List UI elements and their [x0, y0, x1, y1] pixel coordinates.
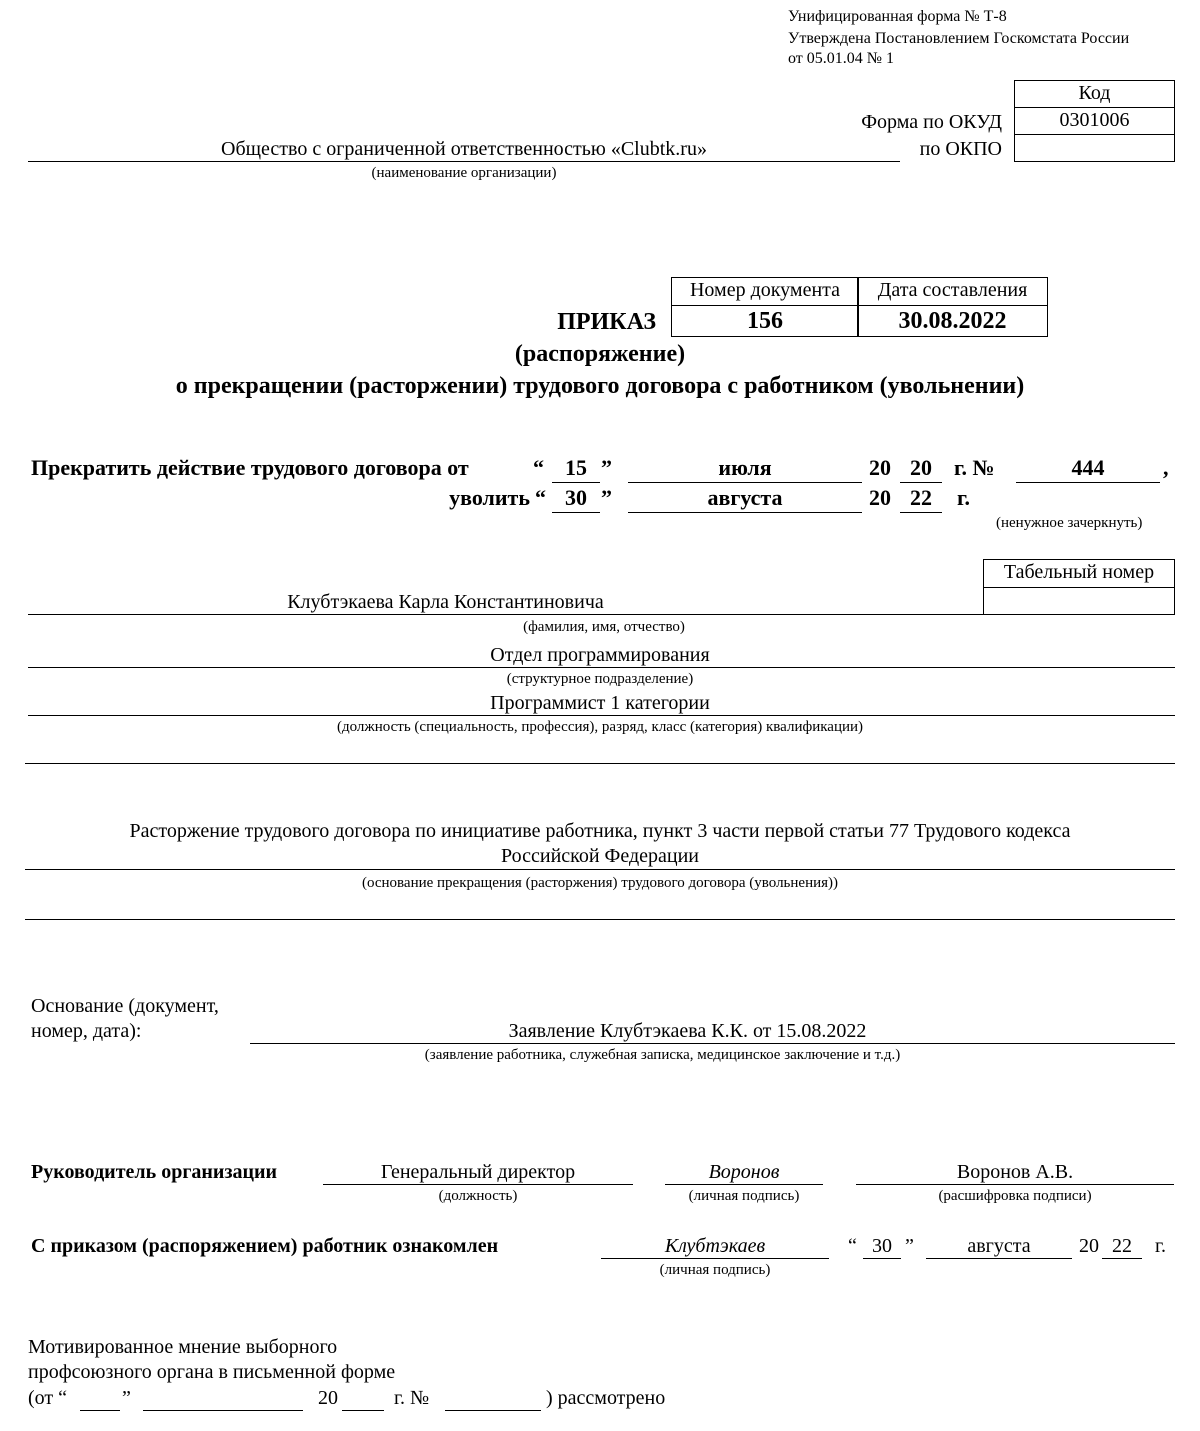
form-approval: Утверждена Постановлением Госкомстата России: [788, 30, 1130, 47]
doc-date-cell: [857, 305, 1048, 337]
ack-signature-caption: (личная подпись): [659, 1262, 771, 1278]
organization-caption: (наименование организации): [371, 165, 557, 181]
head-signature-underline: [665, 1184, 823, 1185]
union-close-quote: ”: [122, 1387, 131, 1409]
ack-year: 22: [1112, 1235, 1132, 1257]
code-header: Код: [1078, 82, 1111, 104]
grounds-line1: Расторжение трудового договора по инициативе работника, пункт 3 части первой статьи 77 Трудового кодекса: [129, 820, 1071, 842]
employee-name-underline: [28, 614, 983, 615]
dismiss-year-prefix: 20: [869, 485, 891, 510]
doc-number-header: Номер документа: [689, 279, 841, 301]
doc-number: 156: [747, 308, 783, 334]
employee-name-caption: (фамилия, имя, отчество): [523, 619, 685, 635]
ack-month: августа: [967, 1235, 1031, 1257]
grounds-caption: (основание прекращения (расторжения) трудового договора (увольнения)): [361, 875, 839, 891]
ack-year-suffix: г.: [1155, 1235, 1166, 1257]
union-year-blank: [342, 1410, 384, 1411]
tab-number-header-cell: [983, 559, 1175, 588]
union-number-blank: [445, 1410, 541, 1411]
strike-note: (ненужное зачеркнуть): [996, 515, 1143, 531]
contract-year-prefix: 20: [869, 455, 891, 480]
dismiss-label: уволить: [449, 485, 530, 510]
ack-year-underline: [1102, 1258, 1142, 1259]
head-decoded-caption: (расшифровка подписи): [938, 1188, 1092, 1204]
position-extra-line: [25, 763, 1175, 764]
open-quote-1: “: [533, 455, 544, 480]
ack-signature-underline: [601, 1258, 829, 1259]
head-signature: Воронов: [708, 1161, 780, 1183]
contract-number: 444: [1071, 455, 1105, 480]
okud-label: Форма по ОКУД: [861, 111, 1002, 133]
comma: ,: [1163, 455, 1169, 480]
doc-number-header-cell: [671, 277, 859, 306]
union-year-prefix: 20: [318, 1387, 338, 1409]
close-quote-2: ”: [601, 485, 612, 510]
basis-label-line1: Основание (документ,: [31, 995, 219, 1017]
dismiss-year: 22: [910, 485, 932, 510]
contract-number-underline: [1016, 482, 1160, 483]
tab-number-cell: [983, 587, 1175, 615]
doc-heading: о прекращении (расторжении) трудового договора с работником (увольнении): [175, 373, 1025, 399]
basis-caption: (заявление работника, служебная записка, медицинское заключение и т.д.): [424, 1047, 901, 1063]
union-line1: Мотивированное мнение выборного: [28, 1336, 338, 1358]
okud-value: 0301006: [1059, 109, 1130, 131]
doc-date-header-cell: [857, 277, 1048, 306]
doc-date: 30.08.2022: [898, 308, 1007, 334]
ack-open-quote: “: [848, 1235, 857, 1257]
basis-value: Заявление Клубтэкаева К.К. от 15.08.2022: [508, 1020, 867, 1042]
organization-underline: [28, 161, 900, 162]
ack-label: С приказом (распоряжением) работник ознакомлен: [31, 1235, 499, 1257]
union-day-blank: [80, 1410, 120, 1411]
position-underline: [28, 715, 1175, 716]
basis-label-line2: номер, дата):: [31, 1020, 142, 1042]
head-position-caption: (должность): [438, 1188, 518, 1204]
head-label: Руководитель организации: [31, 1161, 278, 1183]
head-signature-caption: (личная подпись): [688, 1188, 800, 1204]
ack-day: 30: [872, 1235, 892, 1257]
department-underline: [28, 667, 1175, 668]
grounds-underline: [25, 869, 1175, 870]
employee-name: Клубтэкаева Карла Константиновича: [287, 591, 604, 613]
union-number-label: г. №: [394, 1387, 430, 1409]
head-decoded: Воронов А.В.: [956, 1161, 1074, 1183]
doc-number-cell: [671, 305, 859, 337]
dismiss-month: августа: [707, 485, 783, 510]
dismiss-day: 30: [565, 485, 587, 510]
union-month-blank: [143, 1410, 303, 1411]
form-approval-date: от 05.01.04 № 1: [788, 50, 895, 67]
head-decoded-underline: [856, 1184, 1174, 1185]
contract-day-underline: [552, 482, 600, 483]
union-from-label: (от “: [28, 1387, 68, 1409]
union-tail: ) рассмотрено: [546, 1387, 666, 1409]
contract-year: 20: [910, 455, 932, 480]
dismiss-year-underline: [900, 512, 942, 513]
contract-month: июля: [718, 455, 772, 480]
basis-underline: [250, 1043, 1175, 1044]
number-label: г. №: [954, 455, 995, 480]
termination-prefix: Прекратить действие трудового договора от: [31, 455, 469, 480]
ack-close-quote: ”: [905, 1235, 914, 1257]
department-caption: (структурное подразделение): [506, 671, 694, 687]
ack-day-underline: [863, 1258, 901, 1259]
doc-subtitle: (распоряжение): [514, 341, 686, 367]
department: Отдел программирования: [490, 644, 710, 666]
form-number: Унифицированная форма № Т-8: [788, 8, 1007, 25]
contract-day: 15: [565, 455, 587, 480]
grounds-extra-line: [25, 919, 1175, 920]
ack-year-prefix: 20: [1079, 1235, 1099, 1257]
tab-number-header: Табельный номер: [1003, 561, 1155, 583]
ack-month-underline: [926, 1258, 1072, 1259]
okpo-value-cell: [1014, 134, 1175, 162]
position-caption: (должность (специальность, профессия), разряд, класс (категория) квалификации): [336, 719, 864, 735]
code-header-cell: [1014, 80, 1175, 108]
position: Программист 1 категории: [490, 692, 710, 714]
ack-signature: Клубтэкаев: [664, 1235, 766, 1257]
okpo-label: по ОКПО: [919, 138, 1002, 160]
close-quote-1: ”: [601, 455, 612, 480]
dismiss-day-underline: [552, 512, 600, 513]
doc-title: ПРИКАЗ: [557, 309, 656, 335]
okud-value-cell: [1014, 107, 1175, 135]
head-position: Генеральный директор: [380, 1161, 576, 1183]
union-line2: профсоюзного органа в письменной форме: [28, 1361, 396, 1383]
doc-date-header: Дата составления: [877, 279, 1028, 301]
grounds-line2: Российской Федерации: [500, 845, 700, 867]
contract-month-underline: [628, 482, 862, 483]
dismiss-month-underline: [628, 512, 862, 513]
dismiss-year-suffix: г.: [957, 485, 971, 510]
organization-name: Общество с ограниченной ответственностью «Clubtk.ru»: [221, 138, 707, 160]
open-quote-2: “: [535, 485, 546, 510]
head-position-underline: [323, 1184, 633, 1185]
contract-year-underline: [900, 482, 942, 483]
